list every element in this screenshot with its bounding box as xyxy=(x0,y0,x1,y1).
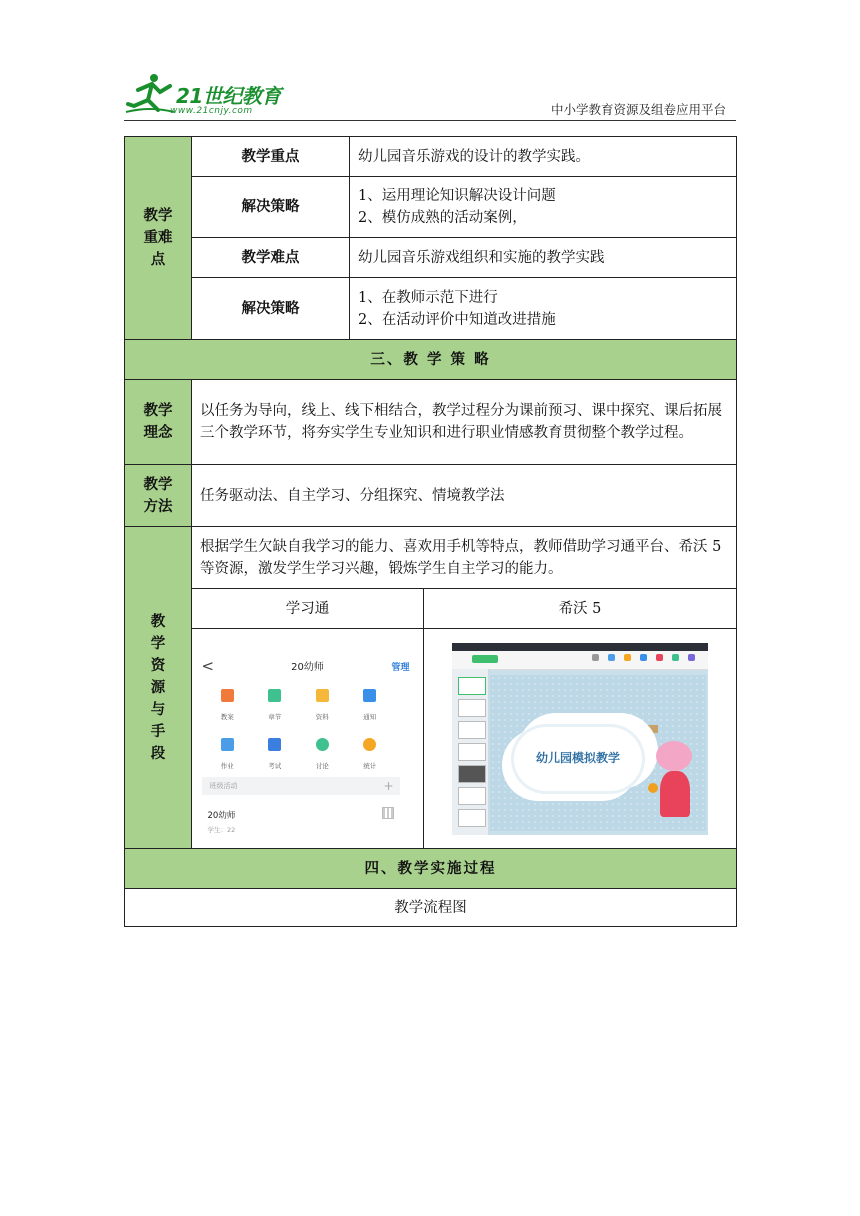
class-name: 20幼师 xyxy=(207,810,236,821)
slide-thumbnail xyxy=(458,809,486,827)
strategy-label-2: 解决策略 xyxy=(192,278,350,340)
resources-category: 教 学 资 源 与 手 段 xyxy=(125,527,192,849)
xuexitong-screenshot-cell xyxy=(192,629,424,849)
app-feature-grid xyxy=(204,689,394,777)
difficulty-label: 教学难点 xyxy=(192,238,350,278)
shape-tool-icon xyxy=(608,654,615,661)
seewo-titlebar xyxy=(452,643,708,651)
strategy-label: 解决策略 xyxy=(192,177,350,238)
slide-thumbnail xyxy=(458,765,486,783)
seewo-slide-list xyxy=(452,669,489,835)
section-title-strategy: 三、教 学 策 略 xyxy=(125,340,737,380)
philosophy-content: 以任务为导向，线上、线下相结合，教学过程分为课前预习、课中探究、课后拓展三个教学环节，将夯实学生专业知识和进行职业情感教育贯彻整个教学过程。 xyxy=(192,380,737,465)
activity-tool-icon xyxy=(656,654,663,661)
back-arrow-icon: < xyxy=(201,656,215,675)
chapter-icon xyxy=(268,689,281,702)
slide-thumbnail xyxy=(458,721,486,739)
table-tool-icon xyxy=(640,654,647,661)
pig-head xyxy=(656,741,692,771)
method-category: 教学 方法 xyxy=(125,465,192,527)
qr-code-icon xyxy=(382,807,394,819)
header-divider xyxy=(124,120,736,121)
philosophy-category: 教学 理念 xyxy=(125,380,192,465)
slide-title: 幼儿园模拟教学 xyxy=(535,750,620,765)
fence-decoration xyxy=(628,725,658,733)
page-header xyxy=(124,70,736,118)
key-point-content: 幼儿园音乐游戏的设计的教学实践。 xyxy=(350,137,737,177)
plus-icon: + xyxy=(383,778,394,793)
slide-thumbnail xyxy=(458,787,486,805)
app-class-title: 20幼师 xyxy=(291,661,324,673)
lesson-plan-table xyxy=(124,136,737,927)
app-feature-item: 资料 xyxy=(299,689,347,728)
class-activity-bar: 班级活动 + xyxy=(202,777,400,795)
homework-icon xyxy=(221,738,234,751)
seewo-toolbar xyxy=(452,651,708,670)
seewo-slide-canvas xyxy=(490,675,706,831)
app-feature-item: 考试 xyxy=(251,738,299,777)
folder-icon xyxy=(316,689,329,702)
app-feature-item: 统计 xyxy=(346,738,394,777)
key-point-label: 教学重点 xyxy=(192,137,350,177)
strategy-content-2: 1、在教师示范下进行 2、在活动评价中知道改进措施 xyxy=(350,278,737,340)
app-feature-item: 教案 xyxy=(204,689,252,728)
slide-thumbnail xyxy=(458,677,486,695)
difficulty-content: 幼儿园音乐游戏组织和实施的教学实践 xyxy=(350,238,737,278)
pig-character xyxy=(660,771,690,817)
speaker-icon xyxy=(363,689,376,702)
ppt-icon xyxy=(221,689,234,702)
app-feature-item: 作业 xyxy=(204,738,252,777)
app-feature-item: 讨论 xyxy=(299,738,347,777)
method-content: 任务驱动法、自主学习、分组探究、情境教学法 xyxy=(192,465,737,527)
text-tool-icon xyxy=(592,654,599,661)
tool-label-seewo: 希沃 5 xyxy=(424,589,737,629)
logo-url: www.21cnjy.com xyxy=(170,106,253,116)
key-points-category: 教学 重难 点 xyxy=(125,137,192,340)
app-manage-label: 管理 xyxy=(391,662,410,673)
xuexitong-screenshot xyxy=(198,639,418,839)
pie-icon xyxy=(363,738,376,751)
mindmap-tool-icon xyxy=(672,654,679,661)
lollipop-decoration xyxy=(648,783,658,793)
strategy-content: 1、运用理论知识解决设计问题 2、模仿成熟的活动案例， xyxy=(350,177,737,238)
logo-text: 21世纪教育 xyxy=(176,84,281,108)
chat-icon xyxy=(316,738,329,751)
tool-label-xuexitong: 学习通 xyxy=(192,589,424,629)
seewo-new-button xyxy=(472,655,498,663)
class-student-count: 学生：22 xyxy=(207,825,236,834)
media-tool-icon xyxy=(624,654,631,661)
share-tool-icon xyxy=(688,654,695,661)
section-title-process: 四、教学实施过程 xyxy=(125,849,737,889)
slide-thumbnail xyxy=(458,699,486,717)
runner-logo-icon xyxy=(124,70,176,118)
app-feature-item: 章节 xyxy=(251,689,299,728)
slide-thumbnail xyxy=(458,743,486,761)
exam-icon xyxy=(268,738,281,751)
flowchart-label: 教学流程图 xyxy=(125,889,737,927)
platform-name: 中小学教育资源及组卷应用平台 xyxy=(550,102,726,117)
resources-content: 根据学生欠缺自我学习的能力、喜欢用手机等特点，教师借助学习通平台、希沃 5 等资源，激发学生学习兴趣，锻炼学生自主学习的能力。 xyxy=(192,527,737,589)
seewo-screenshot xyxy=(452,643,708,835)
app-feature-item: 通知 xyxy=(346,689,394,728)
seewo-screenshot-cell xyxy=(424,629,737,849)
